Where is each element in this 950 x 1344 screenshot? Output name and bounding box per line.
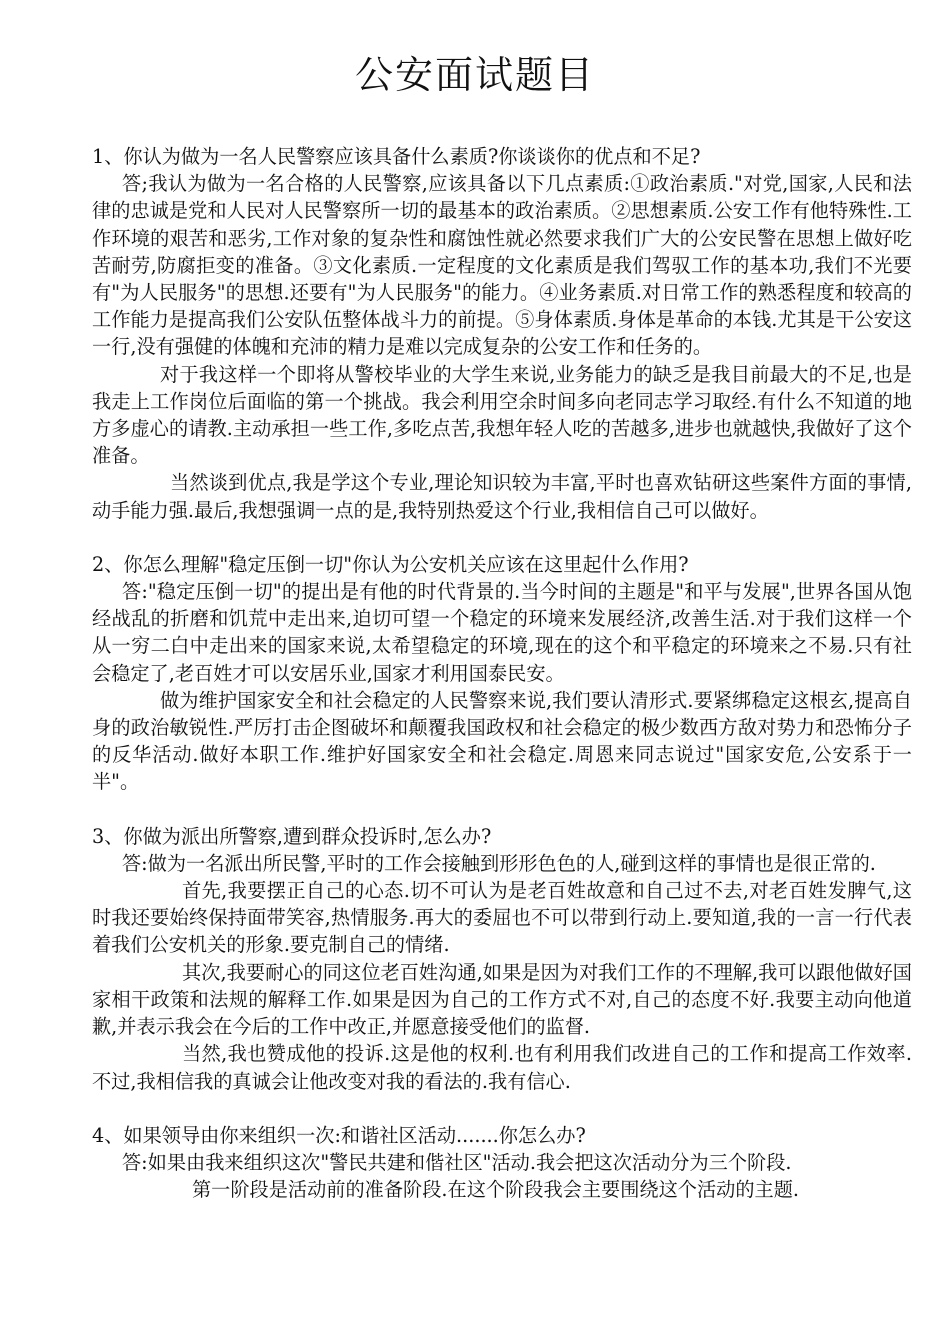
- document-title: 公安面试题目: [354, 53, 595, 97]
- answer-paragraph: 第一阶段是活动前的准备阶段.在这个阶段我会主要围绕这个活动的主题.: [192, 1178, 800, 1202]
- question-2: 2、你怎么理解"稳定压倒一切"你认为公安机关应该在这里起什么作用?: [92, 552, 689, 576]
- answer-paragraph: 当然,我也赞成他的投诉.这是他的权利.也有利用我们改进自己的工作和提高工作效率.不过,我相信我的真诚会让他改变对我的看法的.我有信心.: [92, 1042, 912, 1093]
- answer-paragraph: 答:"稳定压倒一切"的提出是有他的时代背景的.当今时间的主题是"和平与发展",世界各国从饱经战乱的折磨和饥荒中走出来,迫切可望一个稳定的环境来发展经济,改善生活.对于我们这样一个从一穷二白中走出来的国家来说,太希望稳定的环境,现在的这个和平稳定的环境来之不易.只有社会稳定了,老百姓才可以安居乐业,国家才利用国泰民安。: [92, 580, 912, 685]
- question-1: 1、你认为做为一名人民警察应该具备什么素质?你谈谈你的优点和不足?: [92, 145, 701, 168]
- answer-paragraph: 其次,我要耐心的同这位老百姓沟通,如果是因为对我们工作的不理解,我可以跟他做好国家相干政策和法规的解释工作.如果是因为自己的工作方式不对,自己的态度不好.我要主动向他道歉,并表示我会在今后的工作中改正,并愿意接受他们的监督.: [92, 960, 912, 1039]
- qa-section-4: [92, 1122, 912, 1204]
- qa-section-1: [92, 143, 912, 524]
- answer-paragraph: 当然谈到优点,我是学这个专业,理论知识较为丰富,平时也喜欢钻研这些案件方面的事情,动手能力强.最后,我想强调一点的是,我特别热爱这个行业,我相信自己可以做好。: [92, 471, 912, 522]
- qa-section-2: [92, 551, 912, 796]
- document-body: [92, 143, 912, 1230]
- qa-section-3: [92, 823, 912, 1095]
- question-4: 4、如果领导由你来组织一次:和谐社区活动.......你怎么办?: [92, 1123, 586, 1147]
- answer-paragraph: 答:如果由我来组织这次"警民共建和偕社区"活动.我会把这次活动分为三个阶段.: [122, 1150, 792, 1174]
- answer-paragraph: 答;我认为做为一名合格的人民警察,应该具备以下几点素质:①政治素质."对党,国家,人民和法律的忠诚是党和人民对人民警察所一切的最基本的政治素质。②思想素质.公安工作有他特殊性.工作环境的艰苦和恶劣,工作对象的复杂性和腐蚀性就必然要求我们广大的公安民警在思想上做好吃苦耐劳,防腐拒变的准备。③文化素质.一定程度的文化素质是我们驾驭工作的基本功,我们不光要有"为人民服务"的思想.还要有"为人民服务"的能力。④业务素质.对日常工作的熟悉程度和较高的工作能力是提高我们公安队伍整体战斗力的前提。⑤身体素质.身体是革命的本钱.尤其是干公安这一行,没有强健的体魄和充沛的精力是难以完成复杂的公安工作和任务的。: [92, 172, 912, 359]
- answer-paragraph: 答:做为一名派出所民警,平时的工作会接触到形形色色的人,碰到这样的事情也是很正常的.: [122, 851, 876, 875]
- answer-paragraph: 对于我这样一个即将从警校毕业的大学生来说,业务能力的缺乏是我目前最大的不足,也是我走上工作岗位后面临的第一个挑战。我会利用空余时间多向老同志学习取经.有什么不知道的地方多虚心的请教.主动承担一些工作,多吃点苦,我想年轻人吃的苦越多,进步也就越快,我做好了这个准备。: [92, 362, 912, 468]
- answer-paragraph: 首先,我要摆正自己的心态.切不可认为是老百姓故意和自己过不去,对老百姓发脾气,这时我还要始终保持面带笑容,热情服务.再大的委屈也不可以带到行动上.要知道,我的一言一行代表着我们公安机关的形象.要克制自己的情绪.: [92, 879, 912, 957]
- question-3: 3、你做为派出所警察,遭到群众投诉时,怎么办?: [92, 824, 492, 848]
- answer-paragraph: 做为维护国家安全和社会稳定的人民警察来说,我们要认清形式.要紧绑稳定这根玄,提高自身的政治敏锐性.严厉打击企图破坏和颠覆我国政权和社会稳定的极少数西方敌对势力和恐怖分子的反华活动.做好本职工作.维护好国家安全和社会稳定.周恩来同志说过"国家安危,公安系于一半"。: [92, 688, 912, 794]
